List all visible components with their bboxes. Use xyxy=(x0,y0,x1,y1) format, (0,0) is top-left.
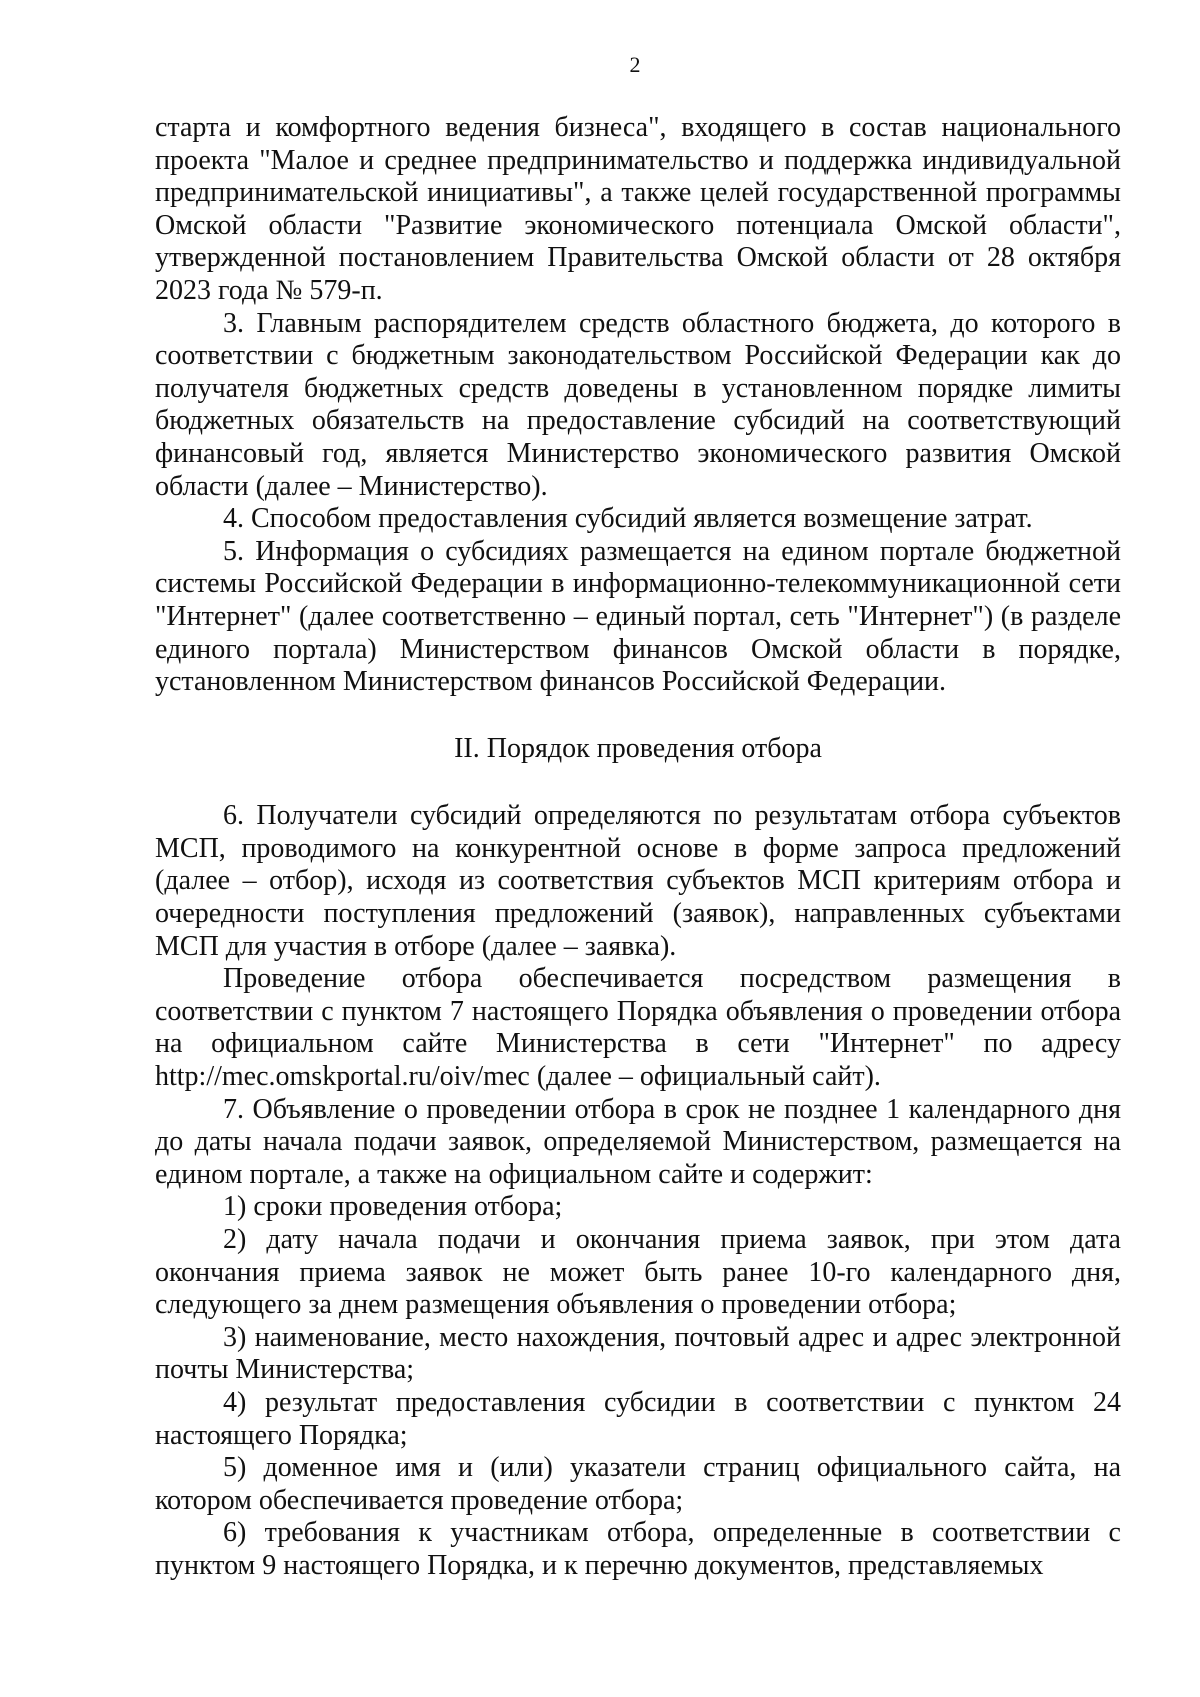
paragraph-5: 5. Информация о субсидиях размещается на едином портале бюджетной системы Российской Федерации в информационно-телекоммуникационной сети "Интернет" (далее соответственно – единый портал, сеть "Интернет") (в разделе единого портала) Министерством финансов Омской области в порядке, установленном Министерством финансов Российской Федерации. xyxy=(155,535,1121,698)
list-item-1: 1) сроки проведения отбора; xyxy=(223,1191,563,1223)
paragraph-3: 3. Главным распорядителем средств областного бюджета, до которого в соответствии с бюджетным законодательством Российской Федерации как до получателя бюджетных средств доведены в установленном порядке лимиты бюджетных обязательств на предоставление субсидий на соответствующий финансовый год, является Министерство экономического развития Омской области (далее – Министерство). xyxy=(155,307,1121,502)
paragraph-7: 7. Объявление о проведении отбора в срок не позднее 1 календарного дня до даты начала подачи заявок, определяемой Министерством, размещается на едином портале, а также на официальном сайте и содержит: xyxy=(155,1093,1121,1190)
list-item-4: 4) результат предоставления субсидии в соответствии с пунктом 24 настоящего Порядка; xyxy=(155,1386,1121,1451)
paragraph-4: 4. Способом предоставления субсидий является возмещение затрат. xyxy=(223,503,1033,535)
document-body xyxy=(155,112,1121,1583)
section-heading: II. Порядок проведения отбора xyxy=(454,732,822,764)
list-item-3: 3) наименование, место нахождения, почтовый адрес и адрес электронной почты Министерства; xyxy=(155,1321,1121,1386)
paragraph-6: 6. Получатели субсидий определяются по результатам отбора субъектов МСП, проводимого на конкурентной основе в форме запроса предложений (далее – отбор), исходя из соответствия субъектов МСП критериям отбора и очередности поступления предложений (заявок), направленных субъектами МСП для участия в отборе (далее – заявка). xyxy=(155,800,1121,962)
paragraph-6-continuation: Проведение отбора обеспечивается посредством размещения в соответствии с пунктом 7 настоящего Порядка объявления о проведении отбора на официальном сайте Министерства в сети "Интернет" по адресу http://mec.omskportal.ru/oiv/mec (далее – официальный сайт). xyxy=(155,963,1121,1093)
list-item-6: 6) требования к участникам отбора, определенные в соответствии с пунктом 9 настоящего Порядка, и к перечню документов, представляемых xyxy=(155,1517,1121,1581)
list-item-2: 2) дату начала подачи и окончания приема заявок, при этом дата окончания приема заявок не может быть ранее 10-го календарного дня, следующего за днем размещения объявления о проведении отбора; xyxy=(155,1224,1121,1321)
paragraph-continuation: старта и комфортного ведения бизнеса", входящего в состав национального проекта "Малое и среднее предпринимательство и поддержка индивидуальной предпринимательской инициативы", а также целей государственной программы Омской области "Развитие экономического потенциала Омской области", утвержденной постановлением Правительства Омской области от 28 октября 2023 года № 579-п. xyxy=(155,112,1121,306)
list-item-5: 5) доменное имя и (или) указатели страниц официального сайта, на котором обеспечивается проведение отбора; xyxy=(155,1452,1121,1516)
page-number: 2 xyxy=(629,52,641,77)
